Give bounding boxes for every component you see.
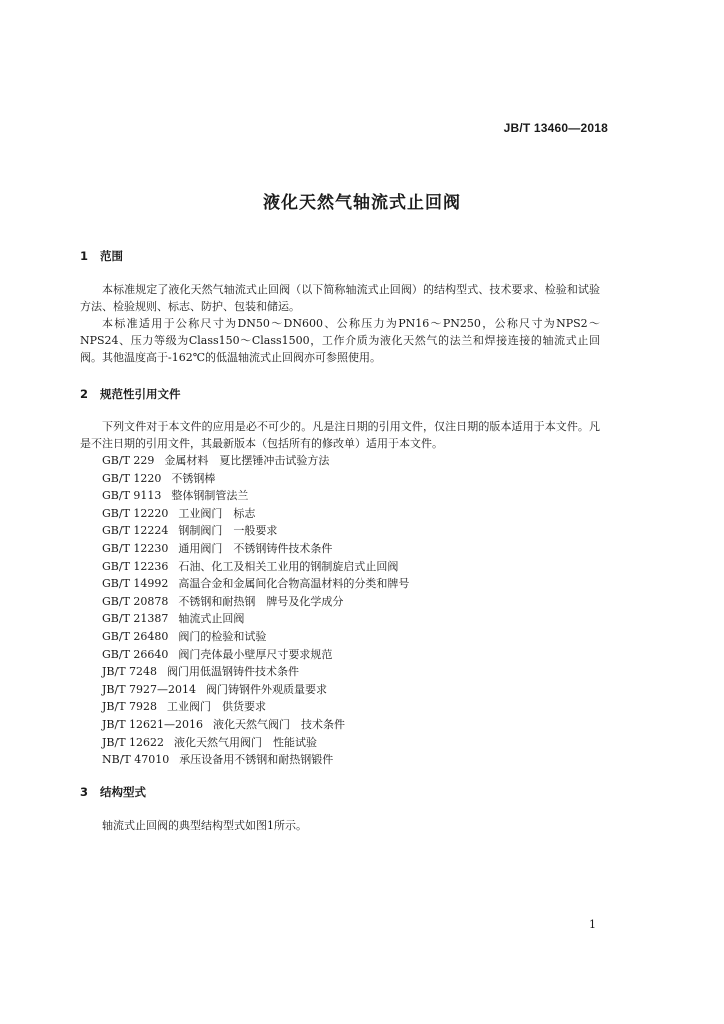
reference-title: 工业阀门 标志	[178, 506, 256, 520]
reference-code: GB/T 12224	[102, 524, 169, 538]
reference-title: 阀门铸钢件外观质量要求	[206, 682, 328, 696]
page-number: 1	[589, 918, 596, 931]
reference-item	[102, 646, 409, 664]
document-title: 液化天然气轴流式止回阀	[263, 193, 461, 213]
reference-title: 高温合金和金属间化合物高温材料的分类和牌号	[178, 577, 410, 591]
scope-paragraph-2: 本标准适用于公称尺寸为DN50～DN600、公称压力为PN16～PN250，公称尺寸为NPS2～NPS24、压力等级为Class150～Class1500，工作介质为液化天然气的法兰和焊接连接的轴流式止回阀。	[80, 317, 600, 364]
reference-item	[102, 558, 409, 576]
section-title: 结构型式	[100, 785, 147, 799]
reference-item	[102, 716, 409, 734]
reference-title: 承压设备用不锈钢和耐热钢锻件	[179, 753, 334, 767]
reference-item	[102, 487, 409, 505]
reference-code: JB/T 12621—2016	[102, 717, 204, 731]
reference-item	[102, 663, 409, 681]
scope-paragraph-3: 其他温度高于-162℃的低温轴流式止回阀亦可参照使用。	[102, 351, 382, 364]
reference-code: JB/T 7248	[102, 665, 158, 679]
normative-refs-intro: 下列文件对于本文件的应用是必不可少的。凡是注日期的引用文件，仅注日期的版本适用于本文件。凡是不注日期的引用文件，其最新版本（包括所有的修改单）适用于本文件。	[80, 420, 600, 450]
scope-paragraph-1: 本标准规定了液化天然气轴流式止回阀（以下简称轴流式止回阀）的结构型式、技术要求、检验和试验方法、检验规则、标志、防护、包装和储运。	[80, 283, 600, 313]
reference-title: 液化天然气用阀门 性能试验	[174, 735, 318, 749]
reference-code: GB/T 21387	[102, 612, 169, 626]
standard-number: JB/T 13460—2018	[503, 121, 608, 135]
reference-item	[102, 505, 409, 523]
reference-item	[102, 610, 409, 628]
reference-title: 金属材料 夏比摆锤冲击试验方法	[164, 454, 330, 467]
section-title: 规范性引用文件	[100, 387, 181, 401]
reference-title: 阀门用低温钢铸件技术条件	[167, 665, 300, 679]
section-number: 2	[80, 387, 89, 401]
reference-code: GB/T 12220	[102, 506, 169, 520]
reference-title: 工业阀门 供货要求	[167, 700, 267, 714]
reference-code: GB/T 20878	[102, 594, 169, 608]
reference-item	[102, 540, 409, 558]
reference-title: 阀门的检验和试验	[178, 629, 267, 643]
reference-title: 液化天然气阀门 技术条件	[213, 717, 346, 731]
reference-code: JB/T 12622	[102, 735, 165, 749]
section-heading-scope	[80, 248, 123, 264]
reference-title: 整体钢制管法兰	[171, 489, 249, 503]
section-heading-structure	[80, 784, 146, 800]
reference-title: 阀门壳体最小壁厚尺寸要求规范	[178, 647, 333, 661]
reference-title: 钢制阀门 一般要求	[178, 524, 278, 538]
reference-title: 不锈钢和耐热钢 牌号及化学成分	[178, 594, 344, 608]
reference-item	[102, 575, 409, 593]
reference-item	[102, 681, 409, 699]
reference-code: NB/T 47010	[102, 753, 170, 767]
reference-code: JB/T 7927—2014	[102, 682, 197, 696]
structure-paragraph: 轴流式止回阀的典型结构型式如图1所示。	[102, 819, 307, 832]
reference-list	[102, 452, 409, 769]
reference-item	[102, 698, 409, 716]
section-number: 3	[80, 785, 89, 799]
reference-item	[102, 628, 409, 646]
reference-title: 石油、化工及相关工业用的钢制旋启式止回阀	[178, 559, 399, 573]
reference-code: GB/T 26480	[102, 629, 169, 643]
reference-item	[102, 452, 409, 470]
section-number: 1	[80, 249, 89, 263]
reference-item	[102, 522, 409, 540]
reference-code: GB/T 1220	[102, 471, 162, 485]
reference-title: 轴流式止回阀	[178, 612, 245, 626]
section-title: 范围	[100, 249, 124, 263]
reference-item	[102, 593, 409, 611]
reference-code: GB/T 14992	[102, 577, 169, 591]
reference-code: GB/T 12230	[102, 541, 169, 555]
reference-item	[102, 751, 409, 769]
reference-code: GB/T 229	[102, 454, 155, 467]
reference-title: 通用阀门 不锈钢铸件技术条件	[178, 541, 333, 555]
reference-code: GB/T 12236	[102, 559, 169, 573]
reference-title: 不锈钢棒	[171, 471, 216, 485]
reference-code: JB/T 7928	[102, 700, 158, 714]
reference-item	[102, 470, 409, 488]
reference-item	[102, 734, 409, 752]
reference-code: GB/T 9113	[102, 489, 162, 503]
reference-code: GB/T 26640	[102, 647, 169, 661]
section-heading-normative-refs	[80, 386, 181, 402]
